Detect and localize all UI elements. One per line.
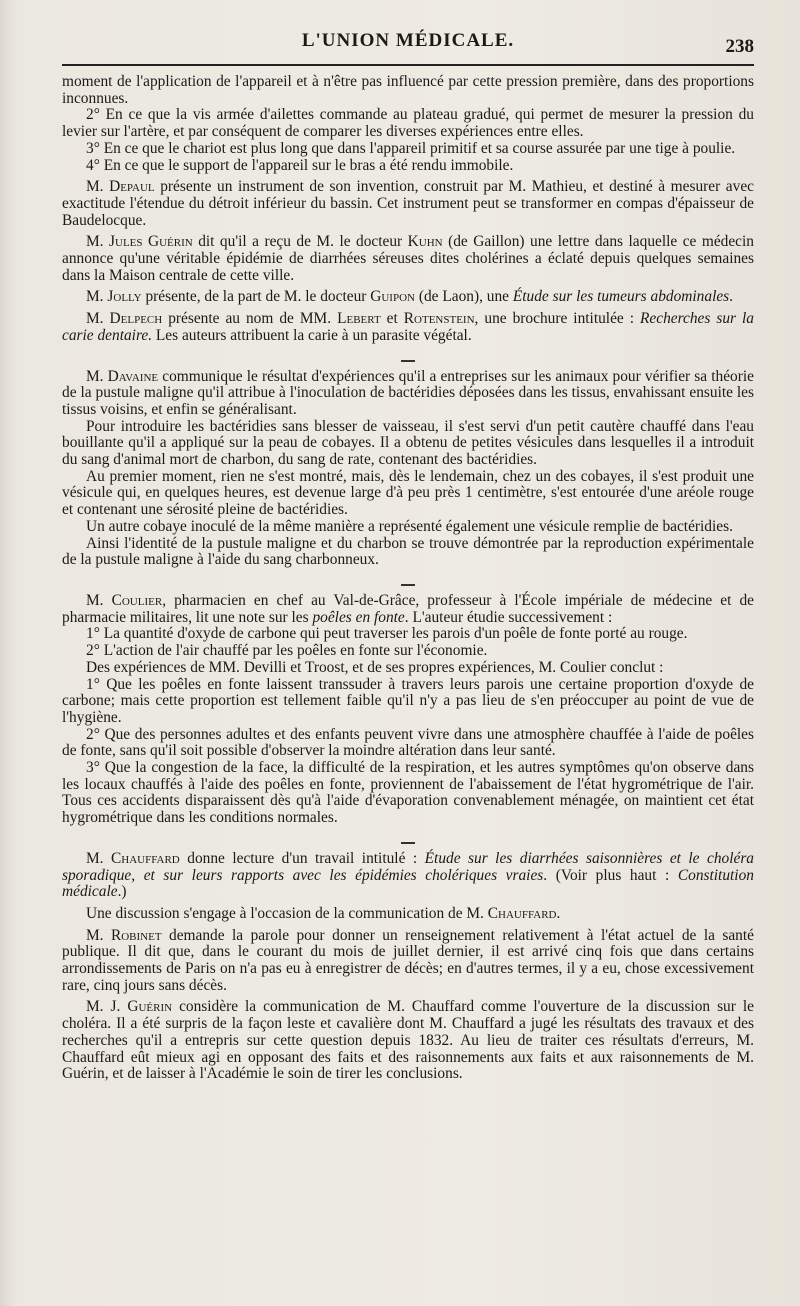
person-name: Guipon xyxy=(370,288,415,306)
paragraph-text: Les auteurs attribuent la carie à un parasite végétal. xyxy=(152,326,472,344)
paragraph: 2° En ce que la vis armée d'ailettes commande au plateau gradué, qui permet de mesurer la pression du levier sur l'artère, et par conséquent de comparer les diverses expériences entre elles. xyxy=(62,106,754,141)
speaker-name: M. J. Guérin xyxy=(86,998,173,1016)
header-rule xyxy=(62,64,754,66)
paragraph xyxy=(62,851,754,901)
paragraph-text: demande la parole pour donner un renseignement relativement à l'état actuel de la santé publique. Il dit que, dans le courant du mois de juillet dernier, il est arrivé cinq fois que dans certains arrondissements de Paris on n'a pas eu à enregistrer de décès; en d'autres termes, il y a eu, chose excessivement rare, cinq jours sans décès. xyxy=(62,926,754,994)
paragraph-text: communique le résultat d'expériences qu'il a entreprises sur les animaux pour vérifier sa théorie de la pustule maligne qu'il attribue à l'inoculation de bactéridies déposées dans les tissus, envahissant ensuite les tissus voisins, et enfin se généralisant. xyxy=(62,367,754,418)
paragraph xyxy=(62,593,754,626)
paragraph-text: considère la communication de M. Chauffard comme l'ouverture de la discussion sur le choléra. Il a été surpris de la façon leste et cavalière dont M. Chauffard a jugé les résultats des travaux et des recherches qu'il a entrepris sur cette question depuis 1832. Au lieu de traiter ces résultats d'erreurs, M. Chauffard eût mieux agi en opposant des faits et des raisonnements aux faits et aux raisonnements de M. Guérin, et de laisser à l'Académie le soin de tirer les conclusions. xyxy=(62,998,754,1083)
speaker-name: M. Depaul xyxy=(86,178,155,196)
page-header xyxy=(62,30,754,60)
work-title: poêles en fonte xyxy=(312,608,405,626)
paragraph-text: dit qu'il a reçu de M. le docteur xyxy=(192,233,408,251)
paragraph: 2° Que des personnes adultes et des enfants peuvent vivre dans une atmosphère chauffée à l'aide de poêles de fonte, sans qu'il soit possible d'observer la moindre altération dans leur santé. xyxy=(62,725,754,760)
paragraph-text: donne lecture d'un travail intitulé : xyxy=(179,849,425,867)
paragraph: Ainsi l'identité de la pustule maligne et du charbon se trouve démontrée par la reproduction expérimentale de la pustule maligne à l'aide du sang charbonneux. xyxy=(62,534,754,569)
paragraph-text: .) xyxy=(117,883,127,901)
speaker-name: M. Chauffard xyxy=(466,904,557,922)
paragraph-text: présente, de la part de M. le docteur xyxy=(141,288,371,306)
paragraph-text: . L'auteur étudie successivement : xyxy=(404,608,613,626)
paragraph-text: . (Voir plus haut : xyxy=(543,866,678,884)
paragraph-text: . xyxy=(729,288,734,306)
paragraph xyxy=(62,311,754,344)
paragraph xyxy=(62,906,754,923)
paragraph: moment de l'application de l'appareil et à n'être pas influencé par cette pression première, dans des proportions inconnues. xyxy=(62,73,754,107)
paragraph: Des expériences de MM. Devilli et Troost, et de ses propres expériences, M. Coulier conclut : xyxy=(86,658,664,676)
paragraph xyxy=(62,289,754,306)
speaker-name: M. Delpech xyxy=(86,310,163,328)
paragraph xyxy=(62,928,754,995)
speaker-name: M. Robinet xyxy=(86,926,162,944)
page-number: 238 xyxy=(725,36,754,57)
speaker-name: M. Jolly xyxy=(86,288,142,306)
speaker-name: M. Jules Guérin xyxy=(86,233,193,251)
work-title: Étude sur les diarrhées saisonnières et le choléra sporadique, et sur leurs rapports avec les épidémies cholériques vraies xyxy=(62,849,755,884)
paragraph-text: présente au nom de MM. xyxy=(162,310,338,328)
paragraph: 4° En ce que le support de l'appareil sur le bras a été rendu immobile. xyxy=(86,156,514,174)
paragraph-text: , une brochure intitulée : xyxy=(474,310,640,328)
paragraph xyxy=(62,179,754,229)
person-name: Kuhn xyxy=(407,233,443,251)
paragraph: 3° En ce que le chariot est plus long que dans l'appareil primitif et sa course assurée par une tige à poulie. xyxy=(86,139,736,157)
work-title: Étude sur les tumeurs abdominales xyxy=(512,288,730,306)
work-title: Constitution médicale xyxy=(62,866,754,901)
paragraph: 3° Que la congestion de la face, la difficulté de la respiration, et les autres symptômes qu'on observe dans les locaux chauffés à l'aide des poêles en fonte, proviennent de l'abaissement de l'état hygrométrique de l'air. Tous ces accidents disparaissent dès qu'à l'aide d'évaporation convenablement ménagée, on maintient cet état hygrométrique dans les conditions normales. xyxy=(62,759,754,827)
person-name: Rotenstein xyxy=(403,310,475,328)
paragraph: 1° Que les poêles en fonte laissent transsuder à travers leurs parois une certaine proportion d'oxyde de carbone; mais cette proportion est tellement faible qu'il n'y a pas lieu de s'en préoccuper au point de vue de l'hygiène. xyxy=(62,675,754,726)
paragraph: 1° La quantité d'oxyde de carbone qui peut traverser les parois d'un poêle de fonte porté au rouge. xyxy=(86,625,688,643)
paragraph xyxy=(62,234,754,284)
section-divider xyxy=(62,353,754,363)
paragraph-text: Une discussion s'engage à l'occasion de la communication de xyxy=(86,904,467,922)
work-title: Recherches sur la carie dentaire. xyxy=(62,310,754,344)
speaker-name: M. Coulier xyxy=(86,591,163,609)
paragraph-text: (de Laon), une xyxy=(414,288,513,306)
paragraph xyxy=(62,999,754,1083)
paragraph-text: présente un instrument de son invention, construit par M. Mathieu, et destiné à mesurer avec exactitude l'étendue du détroit inférieur du bassin. Cet instrument peut se transformer en compas d'épaisseur de Baudelocque. xyxy=(62,178,754,229)
running-title: L'UNION MÉDICALE. xyxy=(301,30,515,51)
paragraph: Au premier moment, rien ne s'est montré, mais, dès le lendemain, chez un des cobayes, il s'est produit une vésicule qui, en quelques heures, est devenue large d'à peu près 1 centimètre, s'est entourée d'une aréole rouge et contenant une sérosité pleine de bactéridies. xyxy=(62,467,754,519)
paragraph: Pour introduire les bactéridies sans blesser de vaisseau, il s'est servi d'un petit cautère chauffé dans l'eau bouillante qu'il a appliqué sur la peau de cobayes. Il a obtenu de petites vésicules dans lesquelles il a introduit du sang d'animal mort de charbon, du sang de rate, contenant des bactéridies. xyxy=(62,417,754,469)
paragraph xyxy=(62,369,754,419)
person-name: Lebert xyxy=(337,310,381,328)
paragraph-text: (de Gaillon) une lettre dans laquelle ce médecin annonce qu'une véritable épidémie de diarrhées séreuses dites cholérines a éclaté depuis quelques semaines dans la Maison centrale de cette ville. xyxy=(62,233,754,284)
section-divider xyxy=(62,835,754,845)
section-divider xyxy=(62,577,754,587)
paragraph: 2° L'action de l'air chauffé par les poêles en fonte sur l'économie. xyxy=(86,642,488,660)
article-body xyxy=(62,74,754,1083)
speaker-name: M. Davaine xyxy=(86,367,159,385)
paragraph-text: et xyxy=(380,310,404,328)
paragraph: Un autre cobaye inoculé de la même manière a représenté également une vésicule remplie de bactéridies. xyxy=(86,517,733,535)
paragraph-text: , pharmacien en chef au Val-de-Grâce, professeur à l'École impériale de médecine et de pharmacie militaires, lit une note sur les xyxy=(62,591,754,626)
speaker-name: M. Chauffard xyxy=(86,849,180,867)
paragraph-text: . xyxy=(556,904,561,922)
